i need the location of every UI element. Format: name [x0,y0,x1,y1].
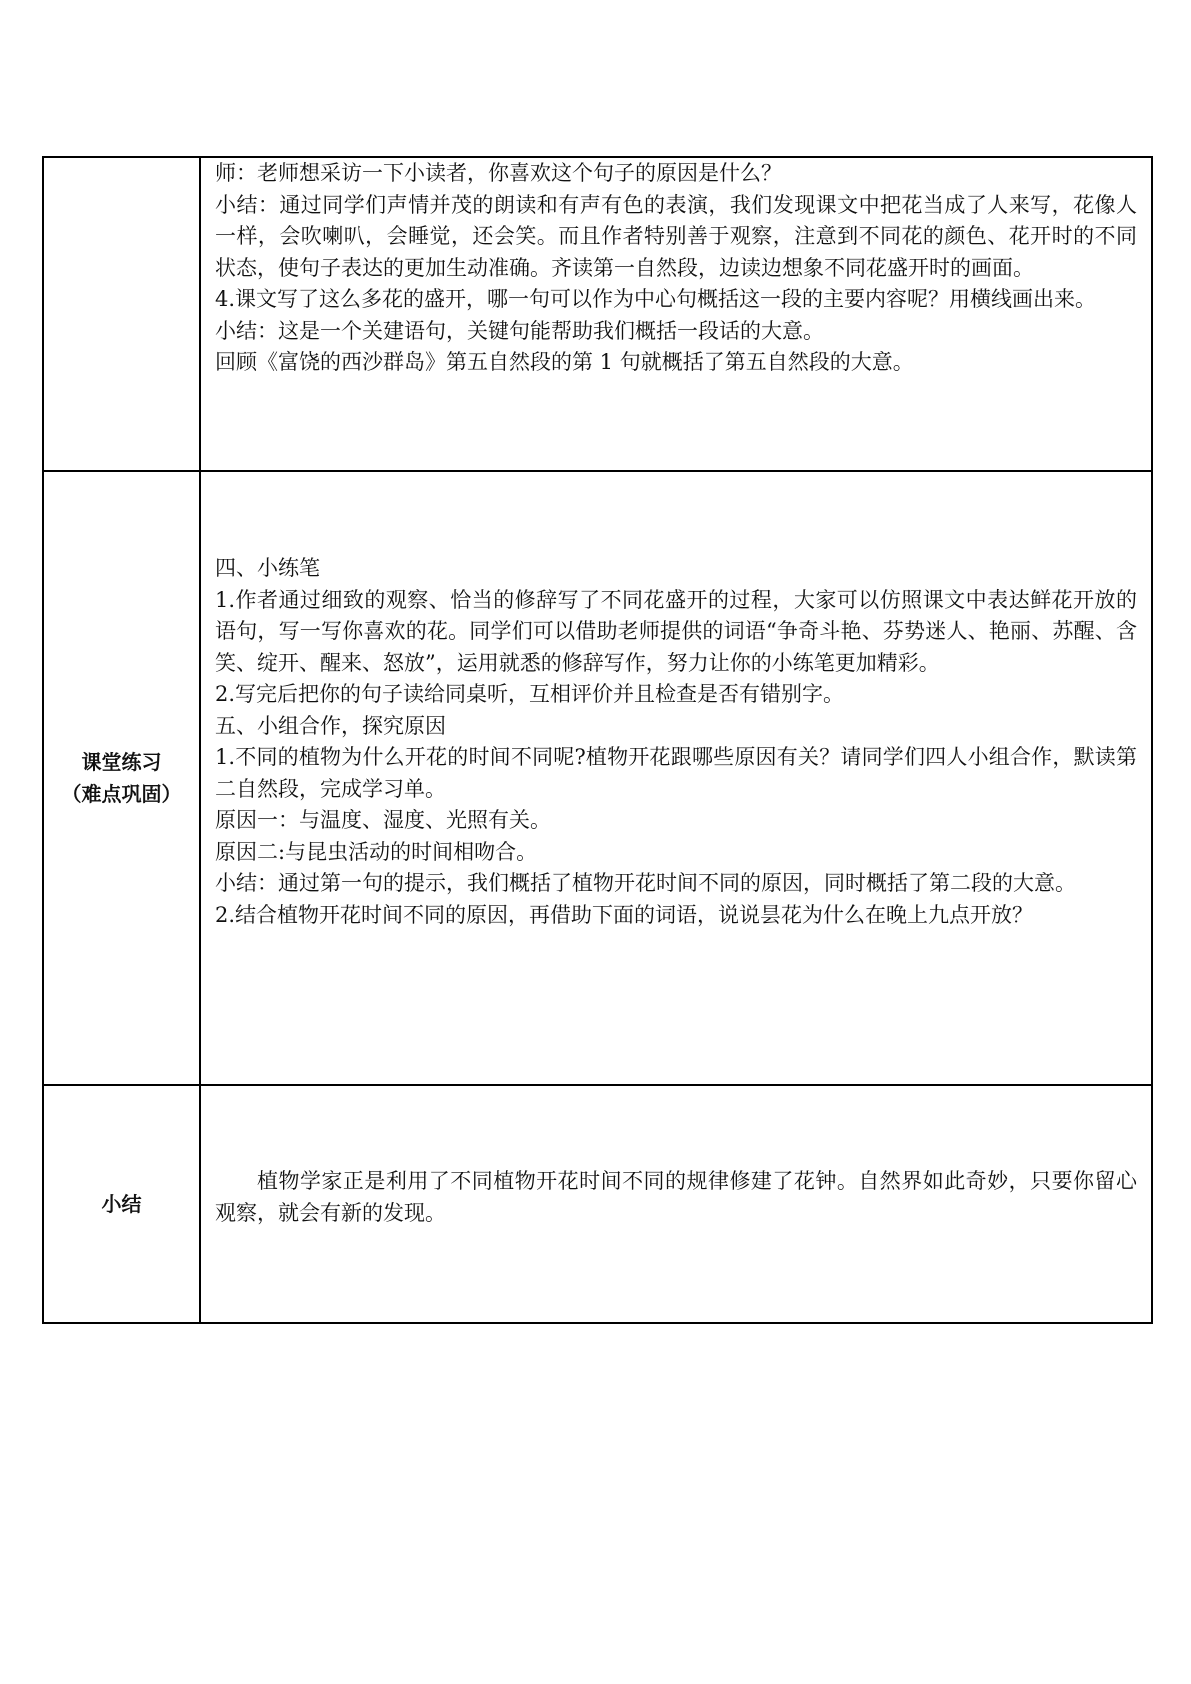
paragraph: 1.不同的植物为什么开花的时间不同呢?植物开花跟哪些原因有关？请同学们四人小组合作，默读第二自然段，完成学习单。 [215,745,1137,801]
row-content [200,1085,1152,1323]
paragraph: 小结：这是一个关建语句，关键句能帮助我们概括一段话的大意。 [215,318,824,343]
paragraph: 师：老师想采访一下小读者，你喜欢这个句子的原因是什么？ [215,161,782,185]
content-text [215,158,1137,379]
row-content [200,471,1152,1085]
content-text [215,472,1137,931]
table-row [43,1085,1152,1323]
paragraph: 回顾《富饶的西沙群岛》第五自然段的第 1 句就概括了第五自然段的大意。 [215,350,914,374]
row-label-empty [43,157,200,471]
paragraph: 小结：通过第一句的提示，我们概括了植物开花时间不同的原因，同时概括了第二段的大意。 [215,871,1076,895]
paragraph: 原因二:与昆虫活动的时间相吻合。 [215,839,538,864]
paragraph: 1.作者通过细致的观察、恰当的修辞写了不同花盛开的过程，大家可以仿照课文中表达鲜花开放的语句，写一写你喜欢的花。同学们可以借助老师提供的词语“争奇斗艳、芬势迷人、艳丽、苏醒、含笑、绽开、醒来、怒放”，运用就悉的修辞写作，努力让你的小练笔更加精彩。 [215,587,1137,675]
row-label-summary: 小结 [43,1085,200,1323]
paragraph: 原因一：与温度、湿度、光照有关。 [215,808,551,832]
row-label-classroom-practice [43,471,200,1085]
lesson-plan-table [42,156,1153,1324]
row-content [200,157,1152,471]
paragraph: 五、小组合作，探究原因 [215,713,446,738]
paragraph: 2.写完后把你的句子读给同桌听，互相评价并且检查是否有错别字。 [215,682,845,706]
label-line: （难点巩固） [61,782,182,806]
table-row [43,471,1152,1085]
paragraph: 2.结合植物开花时间不同的原因，再借助下面的词语，说说昙花为什么在晚上九点开放？ [215,902,1034,927]
paragraph: 四、小练笔 [215,556,320,580]
content-text [215,1086,1137,1229]
paragraph: 小结：通过同学们声情并茂的朗读和有声有色的表演，我们发现课文中把花当成了人来写，花像人一样，会吹喇叭，会睡觉，还会笑。而且作者特别善于观察，注意到不同花的颜色、花开时的不同状态，使句子表达的更加生动准确。齐读第一自然段，边读边想象不同花盛开时的画面。 [215,192,1137,280]
paragraph: 植物学家正是利用了不同植物开花时间不同的规律修建了花钟。自然界如此奇妙，只要你留心观察，就会有新的发现。 [215,1169,1137,1225]
table-row [43,157,1152,471]
label-line: 课堂练习 [81,750,162,774]
paragraph: 4.课文写了这么多花的盛开，哪一句可以作为中心句概括这一段的主要内容呢？用横线画出来。 [215,287,1097,311]
